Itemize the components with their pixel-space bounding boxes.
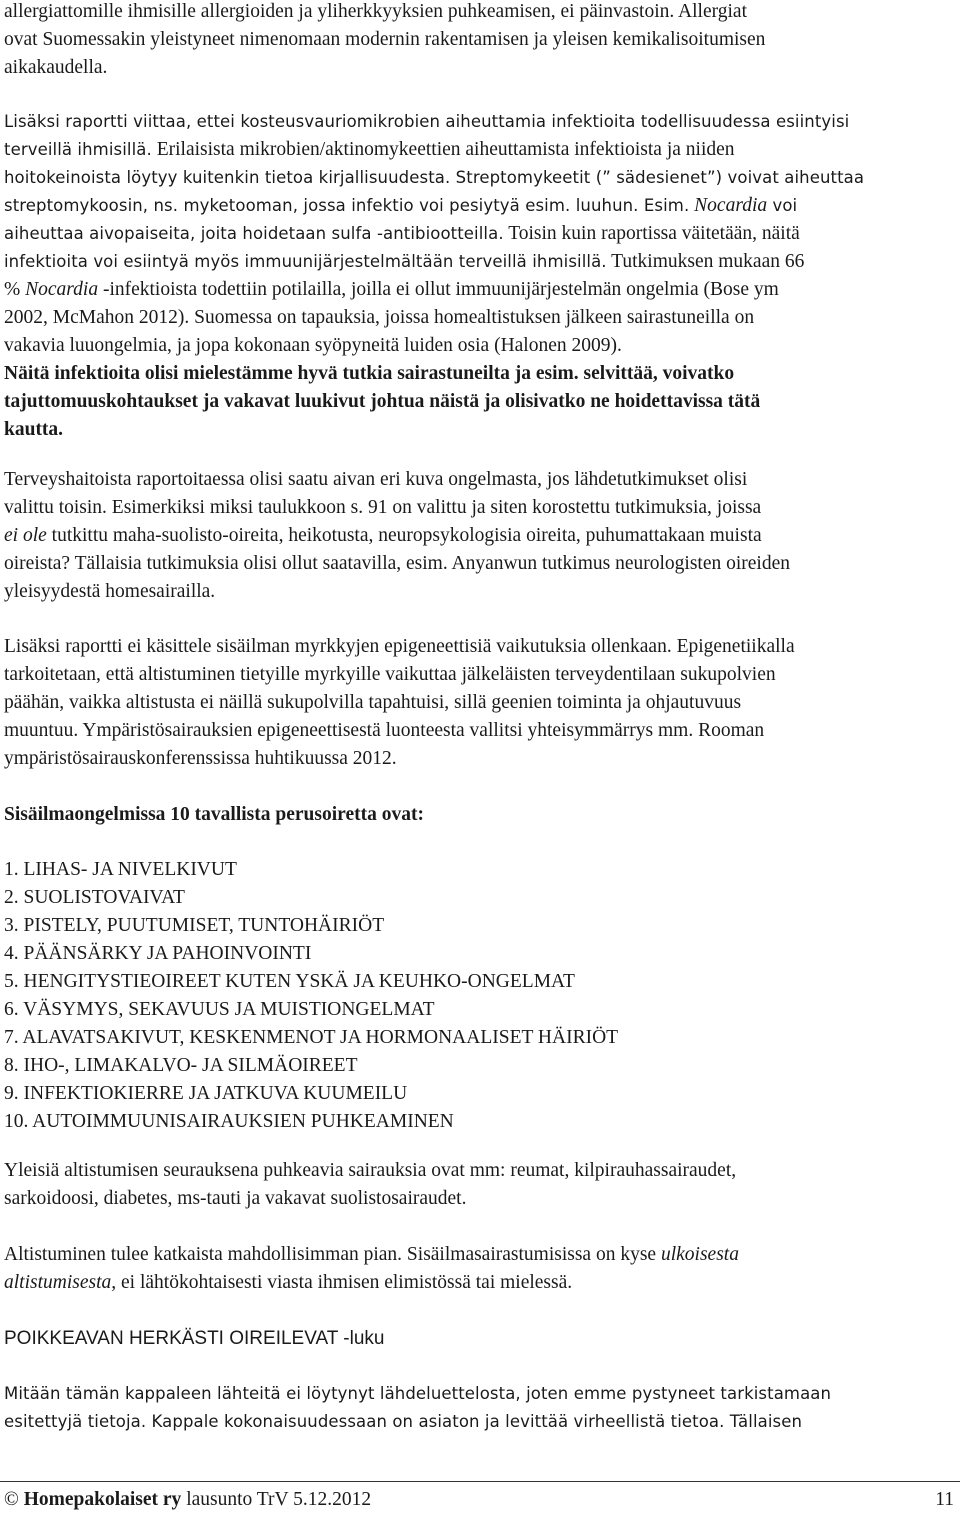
text-line: Lisäksi raportti viittaa, ettei kosteusvauriomikrobien aiheuttamia infektioita todellisuudessa esiintyisi <box>4 112 850 131</box>
italic-term: Nocardia <box>689 195 768 216</box>
text-line <box>4 522 762 550</box>
list-item: 9. INFEKTIOKIERRE JA JATKUVA KUUMEILU <box>4 1083 408 1104</box>
text-line <box>4 220 800 248</box>
bold-line: tajuttomuuskohtaukset ja vakavat luukivut johtua näistä ja olisivatko ne hoidettavissa tätä <box>4 391 761 412</box>
text-line <box>4 248 804 276</box>
footer-org: Homepakolaiset ry <box>23 1489 182 1510</box>
text-run: Streptomykeetit (” sädesienet”) voivat aiheuttaa <box>450 168 865 187</box>
text-line <box>4 276 779 304</box>
text-run: tutkittu maha-suolisto-oireita, heikotusta, neuropsykologisia oireita, puhumattakaan muista <box>46 525 762 546</box>
italic-term: ulkoisesta <box>660 1244 739 1265</box>
text-run: Erilaisista mikrobien/aktinomykeettien aiheuttamista infektioista ja niiden <box>151 139 735 160</box>
text-line: päähän, vaikka altistusta ei näillä sukupolvilla tapahtuisi, sillä geenien toiminta ja ohjautuvuus <box>4 692 742 713</box>
text-line: Yleisiä altistumisen seurauksena puhkeavia sairauksia ovat mm: reumat, kilpirauhassairaudet, <box>4 1160 737 1181</box>
list-item: 2. SUOLISTOVAIVAT <box>4 887 185 908</box>
list-item: 3. PISTELY, PUUTUMISET, TUNTOHÄIRIÖT <box>4 915 385 936</box>
bold-line: kautta. <box>4 419 64 440</box>
text-run: voi <box>767 196 798 215</box>
text-line: aikakaudella. <box>4 57 108 78</box>
text-run: Altistuminen tulee katkaista mahdollisimman pian. Sisäilmasairastumisissa on kyse <box>4 1244 661 1265</box>
text-run: hoitokeinoista löytyy kuitenkin tietoa kirjallisuudesta. <box>4 168 451 187</box>
copyright-icon: © <box>4 1489 19 1510</box>
text-line: valittu toisin. Esimerkiksi miksi taulukkoon s. 91 on valittu ja siten korostettu tutkimuksia, joissa <box>4 497 762 518</box>
text-run: % <box>4 279 26 300</box>
list-item: 6. VÄSYMYS, SEKAVUUS JA MUISTIONGELMAT <box>4 999 435 1020</box>
text-line: yleisyydestä homesairailla. <box>4 581 216 602</box>
text-run: aiheuttaa aivopaiseita, joita hoidetaan sulfa -antibiootteilla. <box>4 224 504 243</box>
list-item: 1. LIHAS- JA NIVELKIVUT <box>4 859 237 880</box>
text-line: Lisäksi raportti ei käsittele sisäilman myrkkyjen epigeneettisiä vaikutuksia ollenkaan. Epigenetiikalla <box>4 636 795 657</box>
list-item: 10. AUTOIMMUUNISAIRAUKSIEN PUHKEAMINEN <box>4 1111 454 1132</box>
italic-term: Nocardia <box>25 279 99 300</box>
footer-doc: lausunto TrV 5.12.2012 <box>181 1489 372 1510</box>
text-run: infektioita voi esiintyä myös immuunijärjestelmältään terveillä ihmisillä. <box>4 252 607 271</box>
list-item: 4. PÄÄNSÄRKY JA PAHOINVOINTI <box>4 943 312 964</box>
text-line: allergiattomille ihmisille allergioiden ja yliherkkyyksien puhkeamisen, ei päinvastoin. Allergiat <box>4 1 748 22</box>
list-item: 5. HENGITYSTIEOIREET KUTEN YSKÄ JA KEUHKO-ONGELMAT <box>4 971 575 992</box>
text-line <box>4 164 864 192</box>
footer-divider <box>0 1481 960 1482</box>
text-line: ovat Suomessakin yleistyneet nimenomaan modernin rakentamisen ja yleisen kemikalisoitumisen <box>4 29 766 50</box>
text-line: ympäristösairauskonferenssissa huhtikuussa 2012. <box>4 748 397 769</box>
text-line: vakavia luuongelmia, ja jopa kokonaan syöpyneitä luiden osia (Halonen 2009). <box>4 335 622 356</box>
text-line <box>4 136 735 164</box>
italic-term: altistumisesta, <box>4 1272 117 1293</box>
list-item: 8. IHO-, LIMAKALVO- JA SILMÄOIREET <box>4 1055 358 1076</box>
text-run: ei lähtökohtaisesti viasta ihmisen elimistössä tai mielessä. <box>116 1272 573 1293</box>
text-line <box>4 192 797 220</box>
text-run: terveillä ihmisillä. <box>4 140 152 159</box>
text-line: oireista? Tällaisia tutkimuksia olisi ollut saatavilla, esim. Anyanwun tutkimus neurologisten oireiden <box>4 553 791 574</box>
list-item: 7. ALAVATSAKIVUT, KESKENMENOT JA HORMONAALISET HÄIRIÖT <box>4 1027 619 1048</box>
page-footer <box>4 1487 954 1513</box>
text-line: Mitään tämän kappaleen lähteitä ei löytynyt lähdeluettelosta, joten emme pystyneet tarkistamaan <box>4 1384 832 1403</box>
italic-term: ei ole <box>4 525 47 546</box>
text-line <box>4 1269 572 1297</box>
text-line: 2002, McMahon 2012). Suomessa on tapauksia, joissa homealtistuksen jälkeen sairastuneilla on <box>4 307 755 328</box>
text-line: Terveyshaitoista raportoitaessa olisi saatu aivan eri kuva ongelmasta, jos lähdetutkimukset olisi <box>4 469 748 490</box>
text-line: muuntuu. Ympäristösairauksien epigeneettisestä luonteesta vallitsi yhteisymmärrys mm. Rooman <box>4 720 765 741</box>
list-heading: Sisäilmaongelmissa 10 tavallista perusoiretta ovat: <box>4 804 424 825</box>
text-run: -infektioista todettiin potilailla, joilla ei ollut immuunijärjestelmän ongelmia (Bose ym <box>98 279 779 300</box>
text-run: streptomykoosin, ns. myketooman, jossa infektio voi pesiytyä esim. luuhun. Esim. <box>4 196 690 215</box>
text-line: sarkoidoosi, diabetes, ms-tauti ja vakavat suolistosairaudet. <box>4 1188 467 1209</box>
page-number: 11 <box>935 1489 954 1510</box>
text-line: tarkoitetaan, että altistuminen tietyille myrkyille vaikuttaa jälkeläisten terveydentilaan sukupolvien <box>4 664 776 685</box>
text-run: Toisin kuin raportissa väitetään, näitä <box>503 223 800 244</box>
text-line: esitettyjä tietoja. Kappale kokonaisuudessaan on asiaton ja levittää virheellistä tietoa. Tällaisen <box>4 1412 803 1431</box>
bold-line: Näitä infektioita olisi mielestämme hyvä tutkia sairastuneilta ja esim. selvittää, voivatko <box>4 363 735 384</box>
text-line <box>4 1241 739 1269</box>
text-run: Tutkimuksen mukaan 66 <box>606 251 805 272</box>
section-title: POIKKEAVAN HERKÄSTI OIREILEVAT -luku <box>4 1328 385 1349</box>
